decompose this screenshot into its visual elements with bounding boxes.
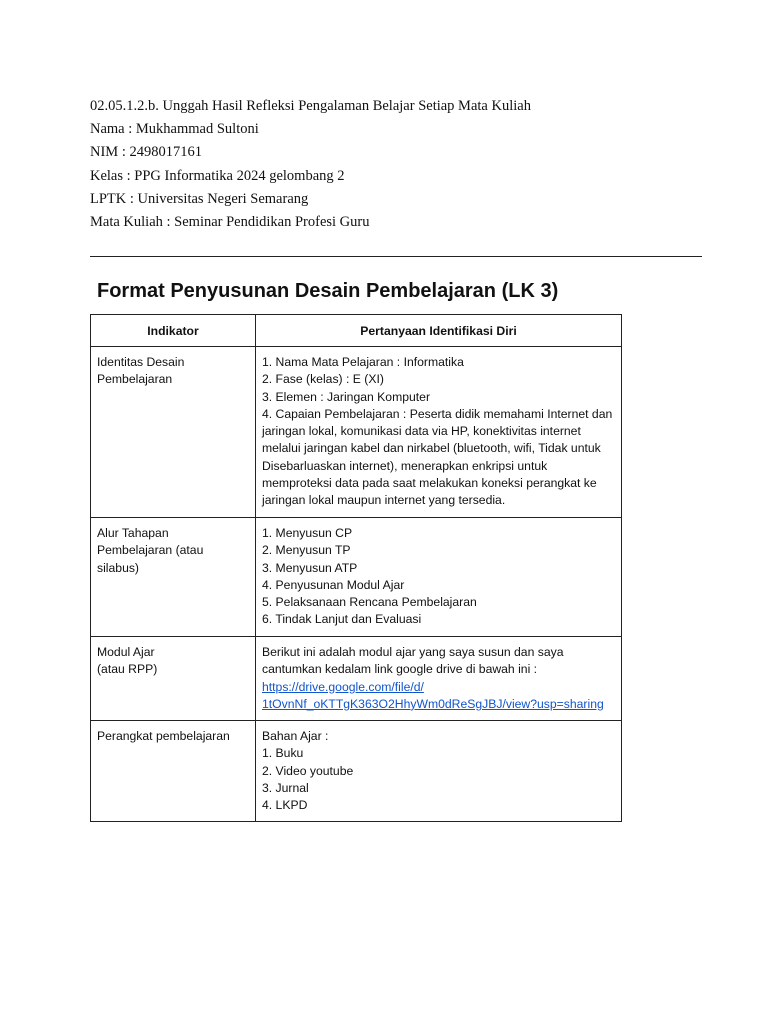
content-paragraph: 4. Capaian Pembelajaran : Peserta didik memahami Internet dan jaringan lokal, komunikasi data via HP, konektivitas internet melalui jaringan kabel dan nirkabel (bluetooth, wifi, Tidak untuk Disebarluaskan internet), menerapkan enkripsi untuk memproteksi data pada saat melakukan koneksi perangkat ke jaringan lokal maupun internet yang tersedia. [262, 406, 613, 508]
course-name: Mata Kuliah : Seminar Pendidikan Profesi Guru [90, 214, 370, 231]
indicator-text: silabus) [97, 560, 139, 575]
indicator-cell [91, 347, 256, 518]
content-line: 5. Pelaksanaan Rencana Pembelajaran [262, 595, 477, 610]
student-lptk: LPTK : Universitas Negeri Semarang [90, 190, 309, 207]
column-header-indikator: Indikator [91, 315, 256, 347]
document-header [90, 95, 710, 234]
student-class: Kelas : PPG Informatika 2024 gelombang 2 [90, 167, 345, 184]
content-line: 2. Fase (kelas) : E (XI) [262, 372, 384, 387]
content-line: 3. Menyusun ATP [262, 560, 358, 575]
indicator-text: Pembelajaran (atau [97, 543, 204, 558]
column-header-pertanyaan: Pertanyaan Identifikasi Diri [256, 315, 622, 347]
google-drive-link[interactable]: https://drive.google.com/file/d/ [262, 679, 424, 694]
table-row [91, 347, 622, 518]
content-paragraph: Berikut ini adalah modul ajar yang saya susun dan saya cantumkan kedalam link google drive di bawah ini : [262, 645, 564, 677]
indicator-text: Identitas Desain [97, 355, 185, 369]
table-row [91, 721, 622, 822]
indicator-cell [91, 637, 256, 721]
horizontal-divider [90, 256, 702, 257]
content-line: 1. Buku [262, 746, 304, 761]
indicator-text: Perangkat pembelajaran [97, 729, 230, 743]
content-line: 3. Elemen : Jaringan Komputer [262, 389, 431, 404]
content-line: Bahan Ajar : [262, 729, 329, 743]
indicator-cell [91, 721, 256, 822]
design-table [90, 314, 622, 822]
content-line: 1. Menyusun CP [262, 526, 353, 540]
content-line: 4. Penyusunan Modul Ajar [262, 577, 405, 592]
indicator-text: Pembelajaran [97, 372, 173, 387]
table-row [91, 637, 622, 721]
indicator-text: Alur Tahapan [97, 526, 169, 540]
table-header-row [91, 315, 622, 347]
indicator-cell [91, 518, 256, 637]
indicator-text: (atau RPP) [97, 662, 158, 677]
content-line: 1. Nama Mata Pelajaran : Informatika [262, 355, 464, 369]
student-name: Nama : Mukhammad Sultoni [90, 121, 259, 138]
google-drive-link[interactable]: 1tOvnNf_oKTTgK363O2HhyWm0dReSgJBJ/view?usp=sharing [262, 696, 604, 711]
table-row [91, 518, 622, 637]
content-line: 2. Video youtube [262, 763, 354, 778]
content-line: 2. Menyusun TP [262, 543, 351, 558]
content-cell [256, 347, 622, 518]
content-cell [256, 721, 622, 822]
content-line: 4. LKPD [262, 798, 308, 813]
assignment-title: 02.05.1.2.b. Unggah Hasil Refleksi Pengalaman Belajar Setiap Mata Kuliah [90, 98, 531, 114]
student-nim: NIM : 2498017161 [90, 144, 202, 161]
page-title: Format Penyusunan Desain Pembelajaran (LK 3) [97, 280, 559, 302]
content-cell [256, 637, 622, 721]
content-line: 3. Jurnal [262, 780, 309, 795]
content-line: 6. Tindak Lanjut dan Evaluasi [262, 612, 422, 627]
indicator-text: Modul Ajar [97, 645, 155, 659]
content-cell [256, 518, 622, 637]
